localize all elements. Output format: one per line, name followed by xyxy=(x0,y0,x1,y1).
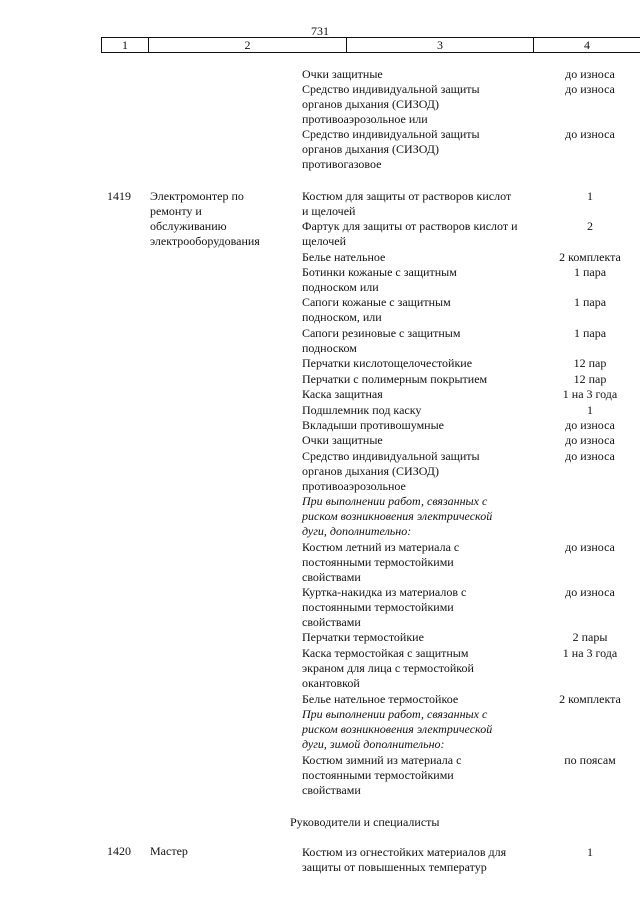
table-row-norm: 2 пары xyxy=(572,630,608,644)
table-row-item: Очки защитные xyxy=(302,433,383,447)
table-row-norm: 2 комплекта xyxy=(559,250,621,264)
table-row-norm: 2 xyxy=(587,219,593,233)
table-header xyxy=(101,37,640,53)
table-row-norm: до износа xyxy=(565,449,615,463)
table-row-norm: 1 пара xyxy=(573,326,607,340)
section-title: Руководители и специалисты xyxy=(290,815,440,829)
table-row-norm: до износа xyxy=(565,585,615,599)
table-row-item: Костюм зимний из материала с постоянными термостойкими свойствами xyxy=(302,753,462,797)
table-row-item: Сапоги резиновые с защитным подноском xyxy=(302,326,461,355)
table-row-item: Белье нательное термостойкое xyxy=(302,692,459,706)
table-row-item: Каска защитная xyxy=(302,387,383,401)
entry-title: Мастер xyxy=(150,844,188,858)
table-row-item: Белье нательное xyxy=(302,250,386,264)
table-row-norm: 12 пар xyxy=(573,372,607,386)
table-row-item: Подшлемник под каску xyxy=(302,403,422,417)
table-row-item: Ботинки кожаные с защитным подноском или xyxy=(302,265,457,294)
table-row-item: Перчатки термостойкие xyxy=(302,630,424,644)
table-row-norm: 1 пара xyxy=(573,295,607,309)
table-row-item: Средство индивидуальной защиты органов дыхания (СИЗОД) противоаэрозольное или xyxy=(302,82,480,126)
table-row-norm: до износа xyxy=(565,67,615,81)
table-row-item: Костюм для защиты от растворов кислот и щелочей xyxy=(302,189,512,218)
table-row-note: При выполнении работ, связанных с риском возникновения электрической дуги, зимой дополнительно: xyxy=(302,707,493,751)
table-row-norm: 1 на 3 года xyxy=(562,646,618,660)
table-row-item: Очки защитные xyxy=(302,67,383,81)
table-row-norm: 1 на 3 года xyxy=(562,387,618,401)
table-row-norm: 1 xyxy=(587,845,593,859)
page-number: 731 xyxy=(311,24,329,38)
header-col-2: 2 xyxy=(244,38,251,52)
table-row-norm: до износа xyxy=(565,127,615,141)
entry-number: 1420 xyxy=(107,844,131,858)
table-row-item: Вкладыши противошумные xyxy=(302,418,444,432)
table-row-norm: 1 пара xyxy=(573,265,607,279)
table-row-norm: до износа xyxy=(565,433,615,447)
table-row-item: Перчатки с полимерным покрытием xyxy=(302,372,488,386)
table-row-item: Куртка-накидка из материалов с постоянными термостойкими свойствами xyxy=(302,585,467,629)
table-row-item: Перчатки кислотощелочестойкие xyxy=(302,356,473,370)
table-row-norm: до износа xyxy=(565,540,615,554)
header-col-3: 3 xyxy=(437,38,443,52)
table-row-norm: 1 xyxy=(587,189,593,203)
table-row-note: При выполнении работ, связанных с риском возникновения электрической дуги, дополнительно: xyxy=(302,494,493,538)
table-row-item: Каска термостойкая с защитным экраном для лица с термостойкой окантовкой xyxy=(302,646,474,690)
table-row-norm: до износа xyxy=(565,418,615,432)
table-row-norm: до износа xyxy=(565,82,615,96)
table-row-norm: по поясам xyxy=(564,753,616,767)
table-row-item: Фартук для защиты от растворов кислот и щелочей xyxy=(302,219,518,248)
header-col-4: 4 xyxy=(584,38,590,52)
table-row-item: Костюм из огнестойких материалов для защиты от повышенных температур xyxy=(302,845,507,874)
table-row-norm: 1 xyxy=(587,403,593,417)
table-row-item: Костюм летний из материала с постоянными термостойкими свойствами xyxy=(302,540,460,584)
table-row-item: Средство индивидуальной защиты органов дыхания (СИЗОД) противоаэрозольное xyxy=(302,449,480,493)
header-col-1: 1 xyxy=(122,38,128,52)
table-row-item: Средство индивидуальной защиты органов дыхания (СИЗОД) противогазовое xyxy=(302,127,480,171)
table-row-item: Сапоги кожаные с защитным подноском, или xyxy=(302,295,451,324)
entry-number: 1419 xyxy=(107,189,131,203)
entry-title: Электромонтер по ремонту и обслуживанию электрооборудования xyxy=(150,189,260,248)
table-row-norm: 2 комплекта xyxy=(559,692,621,706)
table-row-norm: 12 пар xyxy=(573,356,607,370)
